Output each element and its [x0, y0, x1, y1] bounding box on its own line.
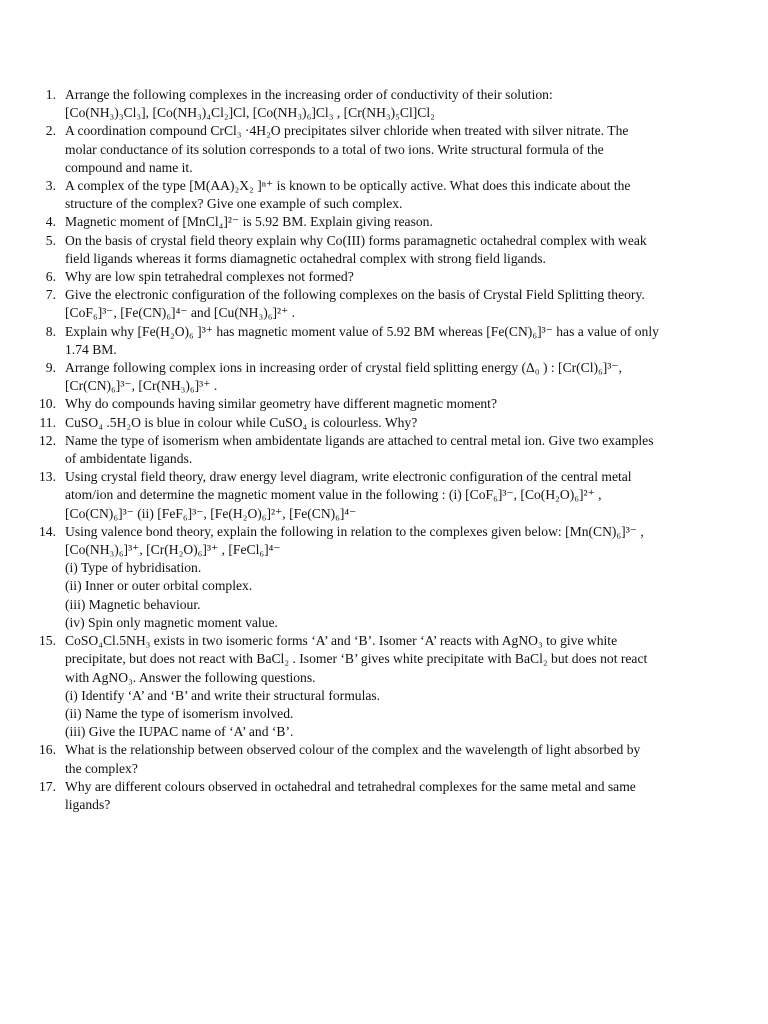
question-item — [0, 213, 768, 231]
question-text-line: ligands? — [65, 796, 111, 812]
question-item — [0, 632, 768, 741]
question-text-line: (iv) Spin only magnetic moment value. — [65, 614, 278, 630]
question-number: 12. — [39, 432, 56, 448]
question-text-line: CoSO₄Cl.5NH₃ exists in two isomeric forms ‘A’ and ‘B’. Isomer ‘A’ reacts with AgNO₃ to give white — [65, 633, 618, 649]
question-text-line: [CoF₆]³⁻, [Fe(CN)₆]⁴⁻ and [Cu(NH₃)₆]²⁺ . — [65, 305, 296, 321]
question-text-line: A complex of the type [M(AA)₂X₂ ]ⁿ⁺ is known to be optically active. What does this indicate about the — [65, 178, 631, 194]
question-item — [0, 359, 768, 395]
question-text-line: CuSO₄ .5H₂O is blue in colour while CuSO₄ is colourless. Why? — [65, 414, 418, 430]
question-text-line: Why are low spin tetrahedral complexes not formed? — [65, 269, 354, 285]
question-text-line: Arrange the following complexes in the increasing order of conductivity of their solution: — [65, 87, 553, 102]
question-text-line: Explain why [Fe(H₂O)₆ ]³⁺ has magnetic moment value of 5.92 BM whereas [Fe(CN)₆]³⁻ has a value of only — [65, 323, 659, 339]
question-text-line: atom/ion and determine the magnetic moment value in the following : (i) [CoF₆]³⁻, [Co(H₂O)₆]²⁺ , — [65, 487, 602, 503]
question-item — [0, 232, 768, 268]
question-number: 1. — [45, 87, 56, 102]
question-item — [0, 395, 768, 413]
question-number: 10. — [39, 396, 56, 412]
question-item — [0, 414, 768, 432]
question-item — [0, 523, 768, 632]
question-text-line: molar conductance of its solution corresponds to a total of two ions. Write structural formula of the — [65, 141, 604, 157]
question-text-line: On the basis of crystal field theory explain why Co(III) forms paramagnetic octahedral complex with weak — [65, 232, 647, 248]
question-text-line: precipitate, but does not react with BaCl₂ . Isomer ‘B’ gives white precipitate with BaCl₂ but does not react — [65, 651, 648, 667]
question-item — [0, 741, 768, 777]
question-number: 5. — [45, 232, 56, 248]
question-text-line: What is the relationship between observed colour of the complex and the wavelength of light absorbed by — [65, 742, 641, 758]
question-item — [0, 286, 768, 322]
question-item — [0, 432, 768, 468]
question-text-line: the complex? — [65, 760, 138, 776]
question-number: 4. — [45, 214, 56, 230]
question-text-line: [Co(CN)₆]³⁻ (ii) [FeF₆]³⁻, [Fe(H₂O)₆]²⁺, [Fe(CN)₆]⁴⁻ — [65, 505, 357, 521]
question-number: 9. — [45, 360, 56, 376]
question-text-line: 1.74 BM. — [65, 341, 117, 357]
question-item — [0, 122, 768, 177]
question-number: 14. — [39, 523, 56, 539]
question-text-line: Magnetic moment of [MnCl₄]²⁻ is 5.92 BM. Explain giving reason. — [65, 214, 433, 230]
question-text-line: (iii) Give the IUPAC name of ‘A’ and ‘B’. — [65, 724, 294, 740]
question-text-line: [Co(NH₃)₃Cl₃], [Co(NH₃)₄Cl₂]Cl, [Co(NH₃)₆]Cl₃ , [Cr(NH₃)₅Cl]Cl₂ — [65, 105, 435, 121]
question-number: 6. — [45, 269, 56, 285]
question-text-line: structure of the complex? Give one example of such complex. — [65, 196, 403, 212]
question-number: 13. — [39, 469, 56, 485]
question-text-line: A coordination compound CrCl₃ ·4H₂O precipitates silver chloride when treated with silver nitrate. The — [65, 123, 629, 139]
question-text-line: Using valence bond theory, explain the following in relation to the complexes given below: [Mn(CN)₆]³⁻ , — [65, 523, 644, 539]
question-list — [0, 86, 768, 814]
question-text-line: [Co(NH₃)₆]³⁺, [Cr(H₂O)₆]³⁺ , [FeCl₆]⁴⁻ — [65, 542, 281, 558]
question-number: 7. — [45, 287, 56, 303]
question-number: 16. — [39, 742, 56, 758]
question-item — [0, 323, 768, 359]
question-item — [0, 177, 768, 213]
question-text-line: Why are different colours observed in octahedral and tetrahedral complexes for the same metal and same — [65, 778, 636, 794]
question-text-line: with AgNO₃. Answer the following questions. — [65, 669, 316, 685]
question-text-line: (ii) Name the type of isomerism involved. — [65, 705, 294, 721]
question-text-line: Why do compounds having similar geometry have different magnetic moment? — [65, 396, 497, 412]
question-number: 15. — [39, 633, 56, 649]
question-text-line: compound and name it. — [65, 159, 193, 175]
question-text-line: field ligands whereas it forms diamagnetic octahedral complex with strong field ligands. — [65, 250, 546, 266]
question-number: 11. — [39, 414, 56, 430]
question-text-line: [Cr(CN)₆]³⁻, [Cr(NH₃)₆]³⁺ . — [65, 378, 218, 394]
question-number: 2. — [45, 123, 56, 139]
question-text-line: Arrange following complex ions in increasing order of crystal field splitting energy (Δ₀ ) : [Cr(Cl)₆]³⁻, — [65, 360, 622, 376]
question-text-line: Name the type of isomerism when ambidentate ligands are attached to central metal ion. Give two examples — [65, 432, 654, 448]
question-text-line: (iii) Magnetic behaviour. — [65, 596, 201, 612]
question-text-line: Using crystal field theory, draw energy level diagram, write electronic configuration of the central metal — [65, 469, 632, 485]
question-number: 8. — [45, 323, 56, 339]
question-item — [0, 268, 768, 286]
question-item — [0, 86, 768, 122]
question-text-line: (i) Identify ‘A’ and ‘B’ and write their structural formulas. — [65, 687, 381, 703]
question-item — [0, 468, 768, 523]
question-text-line: Give the electronic configuration of the following complexes on the basis of Crystal Field Splitting theory. — [65, 287, 645, 303]
question-text-line: (i) Type of hybridisation. — [65, 560, 202, 576]
question-number: 17. — [39, 778, 56, 794]
question-text-line: of ambidentate ligands. — [65, 451, 193, 467]
question-item — [0, 778, 768, 814]
question-text-line: (ii) Inner or outer orbital complex. — [65, 578, 253, 594]
worksheet-page — [0, 86, 768, 814]
question-number: 3. — [45, 178, 56, 194]
